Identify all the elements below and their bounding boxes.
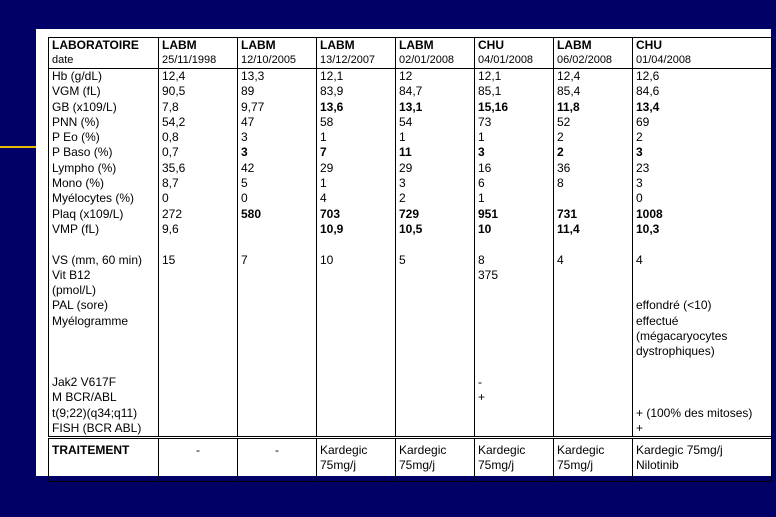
result-value: [478, 329, 550, 344]
treatment-cell: [159, 438, 238, 482]
result-value: [241, 360, 313, 375]
result-value: [162, 360, 234, 375]
result-value: 703: [320, 206, 341, 221]
parameter-label: Mono (%): [52, 176, 105, 191]
result-value: 15: [162, 252, 176, 267]
result-value: 58: [320, 114, 334, 129]
result-value: 54,2: [162, 114, 186, 129]
result-value: [478, 360, 550, 375]
header-cell: LABM: [317, 38, 396, 54]
result-value: 7: [320, 145, 327, 160]
result-value: 42: [241, 160, 255, 175]
header-row: [49, 38, 772, 54]
result-value: [241, 298, 313, 313]
result-value: [636, 390, 768, 405]
result-value: 85,4: [557, 84, 581, 99]
treatment-cell: [475, 438, 554, 482]
result-value: [162, 375, 234, 390]
parameter-label: [52, 329, 155, 344]
result-value: effectué: [636, 313, 679, 328]
result-value: 12: [399, 69, 413, 83]
treatment-cell: [238, 438, 317, 482]
result-value: 2: [636, 130, 643, 145]
result-value: [399, 360, 471, 375]
result-value: [162, 390, 234, 405]
result-value: 7,8: [162, 99, 179, 114]
result-value: 11,4: [557, 221, 580, 236]
result-value: [320, 298, 392, 313]
result-value: [320, 329, 392, 344]
result-value: 0,8: [162, 130, 179, 145]
result-value: [162, 406, 234, 421]
result-value: 7: [241, 252, 248, 267]
results-column: [396, 69, 475, 438]
result-value: [399, 375, 471, 390]
result-value: 52: [557, 114, 571, 129]
treatment-label: TRAITEMENT: [49, 438, 159, 482]
parameter-label: FISH (BCR ABL): [52, 420, 142, 435]
treatment-text: 75mg/j: [320, 458, 357, 473]
parameter-label: Jak2 V617F: [52, 374, 117, 389]
result-value: 54: [399, 114, 413, 129]
result-value: [557, 360, 629, 375]
result-value: 4: [320, 191, 327, 206]
result-value: +: [478, 390, 486, 405]
result-value: 11: [399, 145, 412, 160]
treatment-text: Kardegic 75mg/j: [636, 443, 723, 458]
result-value: 35,6: [162, 160, 186, 175]
treatment-row: [49, 438, 772, 482]
result-value: 16: [478, 160, 492, 175]
result-value: [636, 360, 768, 375]
header-cell: LABM: [554, 38, 633, 54]
treatment-text: Kardegic: [399, 443, 447, 458]
result-value: [162, 298, 234, 313]
result-value: [399, 268, 471, 283]
result-value: [162, 237, 234, 252]
result-value: 13,3: [241, 69, 265, 83]
date-cell: 13/12/2007: [317, 53, 396, 69]
date-row: [49, 53, 772, 69]
result-value: +: [636, 420, 644, 435]
lab-results-sheet: [36, 29, 771, 476]
result-value: (mégacaryocytes: [636, 329, 728, 344]
result-value: [241, 237, 313, 252]
result-value: 951: [478, 206, 499, 221]
parameter-label: Lympho (%): [52, 160, 117, 175]
result-value: [162, 268, 234, 283]
result-value: [320, 360, 392, 375]
result-value: [557, 421, 629, 436]
treatment-text: -: [196, 443, 200, 458]
parameter-label: VS (mm, 60 min): [52, 252, 143, 267]
results-column: [159, 69, 238, 438]
parameter-label: [52, 360, 155, 375]
result-value: [162, 421, 234, 436]
result-value: 0: [162, 191, 169, 206]
parameter-label: (pmol/L): [52, 283, 97, 298]
lab-results-table: [48, 37, 772, 482]
parameter-label: Myélocytes (%): [52, 191, 135, 206]
header-cell: LABM: [396, 38, 475, 54]
parameter-label: Hb (g/dL): [52, 69, 103, 83]
result-value: 272: [162, 206, 183, 221]
parameter-label: P Baso (%): [52, 145, 113, 160]
result-value: 85,1: [478, 84, 502, 99]
treatment-cell: [396, 438, 475, 482]
results-body-row: [49, 69, 772, 438]
result-value: [241, 329, 313, 344]
treatment-cell: [554, 438, 633, 482]
result-value: [399, 314, 471, 329]
parameter-label: VGM (fL): [52, 84, 101, 99]
result-value: 8,7: [162, 176, 179, 191]
result-value: [320, 314, 392, 329]
result-value: [557, 191, 629, 206]
parameter-label: M BCR/ABL: [52, 390, 117, 405]
parameter-column: [49, 69, 159, 438]
header-cell: CHU: [475, 38, 554, 54]
result-value: 1: [478, 191, 485, 206]
parameter-label: [52, 344, 155, 359]
result-value: [557, 237, 629, 252]
header-cell: LABM: [159, 38, 238, 54]
header-cell: CHU: [633, 38, 772, 54]
parameter-label: P Eo (%): [52, 130, 100, 145]
result-value: 89: [241, 84, 255, 99]
result-value: [557, 329, 629, 344]
result-value: [241, 314, 313, 329]
result-value: [399, 237, 471, 252]
parameter-label: PNN (%): [52, 114, 100, 129]
result-value: 10,9: [320, 221, 344, 236]
result-value: 10: [320, 252, 334, 267]
parameter-label: [52, 237, 155, 252]
result-value: 29: [399, 160, 413, 175]
result-value: -: [478, 374, 482, 389]
result-value: 4: [636, 252, 643, 267]
result-value: [478, 314, 550, 329]
result-value: 1: [320, 130, 327, 145]
result-value: 11,8: [557, 99, 580, 114]
result-value: 3: [478, 145, 485, 160]
result-value: 12,1: [478, 69, 502, 83]
result-value: 10,5: [399, 221, 423, 236]
parameter-label: t(9;22)(q34;q11): [52, 405, 138, 420]
result-value: [399, 421, 471, 436]
result-value: 8: [557, 176, 564, 191]
results-column: [554, 69, 633, 438]
result-value: 2: [557, 145, 564, 160]
result-value: [478, 344, 550, 359]
result-value: 29: [320, 160, 334, 175]
result-value: [478, 298, 550, 313]
result-value: [320, 406, 392, 421]
result-value: 13,1: [399, 99, 423, 114]
result-value: 580: [241, 206, 262, 221]
result-value: [478, 406, 550, 421]
treatment-cell: [633, 438, 772, 482]
date-cell: 12/10/2005: [238, 53, 317, 69]
result-value: 15,16: [478, 99, 509, 114]
result-value: [399, 329, 471, 344]
result-value: [241, 283, 313, 298]
result-value: 3: [636, 145, 643, 160]
result-value: 375: [478, 267, 499, 282]
result-value: [399, 298, 471, 313]
treatment-text: 75mg/j: [557, 458, 594, 473]
result-value: 8: [478, 252, 485, 267]
result-value: 1: [399, 130, 406, 145]
result-value: [557, 406, 629, 421]
result-value: 1008: [636, 206, 663, 221]
result-value: 73: [478, 114, 492, 129]
result-value: [241, 222, 313, 237]
result-value: [241, 344, 313, 359]
result-value: + (100% des mitoses): [636, 405, 753, 420]
parameter-label: Myélogramme: [52, 313, 129, 328]
result-value: [320, 268, 392, 283]
results-column: [633, 69, 772, 438]
result-value: 36: [557, 160, 571, 175]
header-cell: LABORATOIRE: [49, 38, 159, 54]
result-value: [241, 406, 313, 421]
date-cell: 06/02/2008: [554, 53, 633, 69]
result-value: 3: [636, 176, 643, 191]
result-value: dystrophiques): [636, 344, 715, 359]
date-cell: 04/01/2008: [475, 53, 554, 69]
treatment-cell: [317, 438, 396, 482]
result-value: [320, 390, 392, 405]
result-value: 84,6: [636, 84, 660, 99]
parameter-label: Vit B12: [52, 267, 91, 282]
result-value: 12,6: [636, 69, 660, 83]
results-column: [238, 69, 317, 438]
result-value: 0: [241, 191, 248, 206]
result-value: [557, 298, 629, 313]
result-value: 69: [636, 114, 650, 129]
results-column: [475, 69, 554, 438]
result-value: [557, 314, 629, 329]
result-value: [636, 283, 768, 298]
result-value: [557, 344, 629, 359]
result-value: 12,1: [320, 69, 344, 83]
result-value: [162, 329, 234, 344]
result-value: 10: [478, 221, 492, 236]
result-value: [557, 268, 629, 283]
result-value: 5: [241, 176, 248, 191]
result-value: 47: [241, 114, 255, 129]
result-value: [320, 344, 392, 359]
result-value: [162, 283, 234, 298]
treatment-text: Nilotinib: [636, 458, 679, 473]
result-value: 5: [399, 252, 406, 267]
header-cell: LABM: [238, 38, 317, 54]
result-value: [399, 283, 471, 298]
result-value: 13,6: [320, 99, 344, 114]
treatment-text: -: [275, 443, 279, 458]
result-value: [636, 237, 768, 252]
parameter-label: VMP (fL): [52, 221, 100, 236]
result-value: 731: [557, 206, 578, 221]
date-cell: date: [49, 53, 159, 69]
parameter-label: Plaq (x109/L): [52, 206, 124, 221]
result-value: [636, 268, 768, 283]
treatment-text: Kardegic: [478, 443, 526, 458]
result-value: 10,3: [636, 221, 660, 236]
result-value: [478, 421, 550, 436]
result-value: 9,77: [241, 99, 265, 114]
result-value: [162, 314, 234, 329]
result-value: [399, 406, 471, 421]
result-value: 9,6: [162, 221, 179, 236]
result-value: 90,5: [162, 84, 186, 99]
treatment-text: Kardegic: [557, 443, 605, 458]
result-value: 6: [478, 176, 485, 191]
result-value: [478, 237, 550, 252]
result-value: [162, 344, 234, 359]
treatment-text: 75mg/j: [399, 458, 436, 473]
result-value: [557, 283, 629, 298]
result-value: [636, 375, 768, 390]
result-value: 3: [241, 145, 248, 160]
result-value: 84,7: [399, 84, 423, 99]
parameter-label: GB (x109/L): [52, 99, 117, 114]
result-value: 23: [636, 160, 650, 175]
result-value: 3: [241, 130, 248, 145]
treatment-text: 75mg/j: [478, 458, 515, 473]
result-value: [557, 390, 629, 405]
result-value: 12,4: [557, 69, 581, 83]
result-value: [399, 390, 471, 405]
result-value: 83,9: [320, 84, 344, 99]
result-value: [399, 344, 471, 359]
date-cell: 25/11/1998: [159, 53, 238, 69]
result-value: [241, 390, 313, 405]
result-value: 1: [320, 176, 327, 191]
result-value: 4: [557, 252, 564, 267]
result-value: 2: [557, 130, 564, 145]
date-cell: 01/04/2008: [633, 53, 772, 69]
date-cell: 02/01/2008: [396, 53, 475, 69]
result-value: 729: [399, 206, 420, 221]
result-value: 1: [478, 130, 485, 145]
result-value: effondré (<10): [636, 298, 712, 313]
result-value: [241, 421, 313, 436]
treatment-text: Kardegic: [320, 443, 368, 458]
result-value: [557, 375, 629, 390]
results-column: [317, 69, 396, 438]
result-value: [320, 375, 392, 390]
result-value: 0: [636, 191, 643, 206]
result-value: 0,7: [162, 145, 179, 160]
result-value: 13,4: [636, 99, 660, 114]
result-value: [320, 237, 392, 252]
result-value: [478, 283, 550, 298]
result-value: 12,4: [162, 69, 186, 83]
result-value: [241, 268, 313, 283]
result-value: [320, 283, 392, 298]
parameter-label: PAL (sore): [52, 298, 109, 313]
result-value: [241, 375, 313, 390]
result-value: 2: [399, 191, 406, 206]
result-value: [320, 421, 392, 436]
result-value: 3: [399, 176, 406, 191]
